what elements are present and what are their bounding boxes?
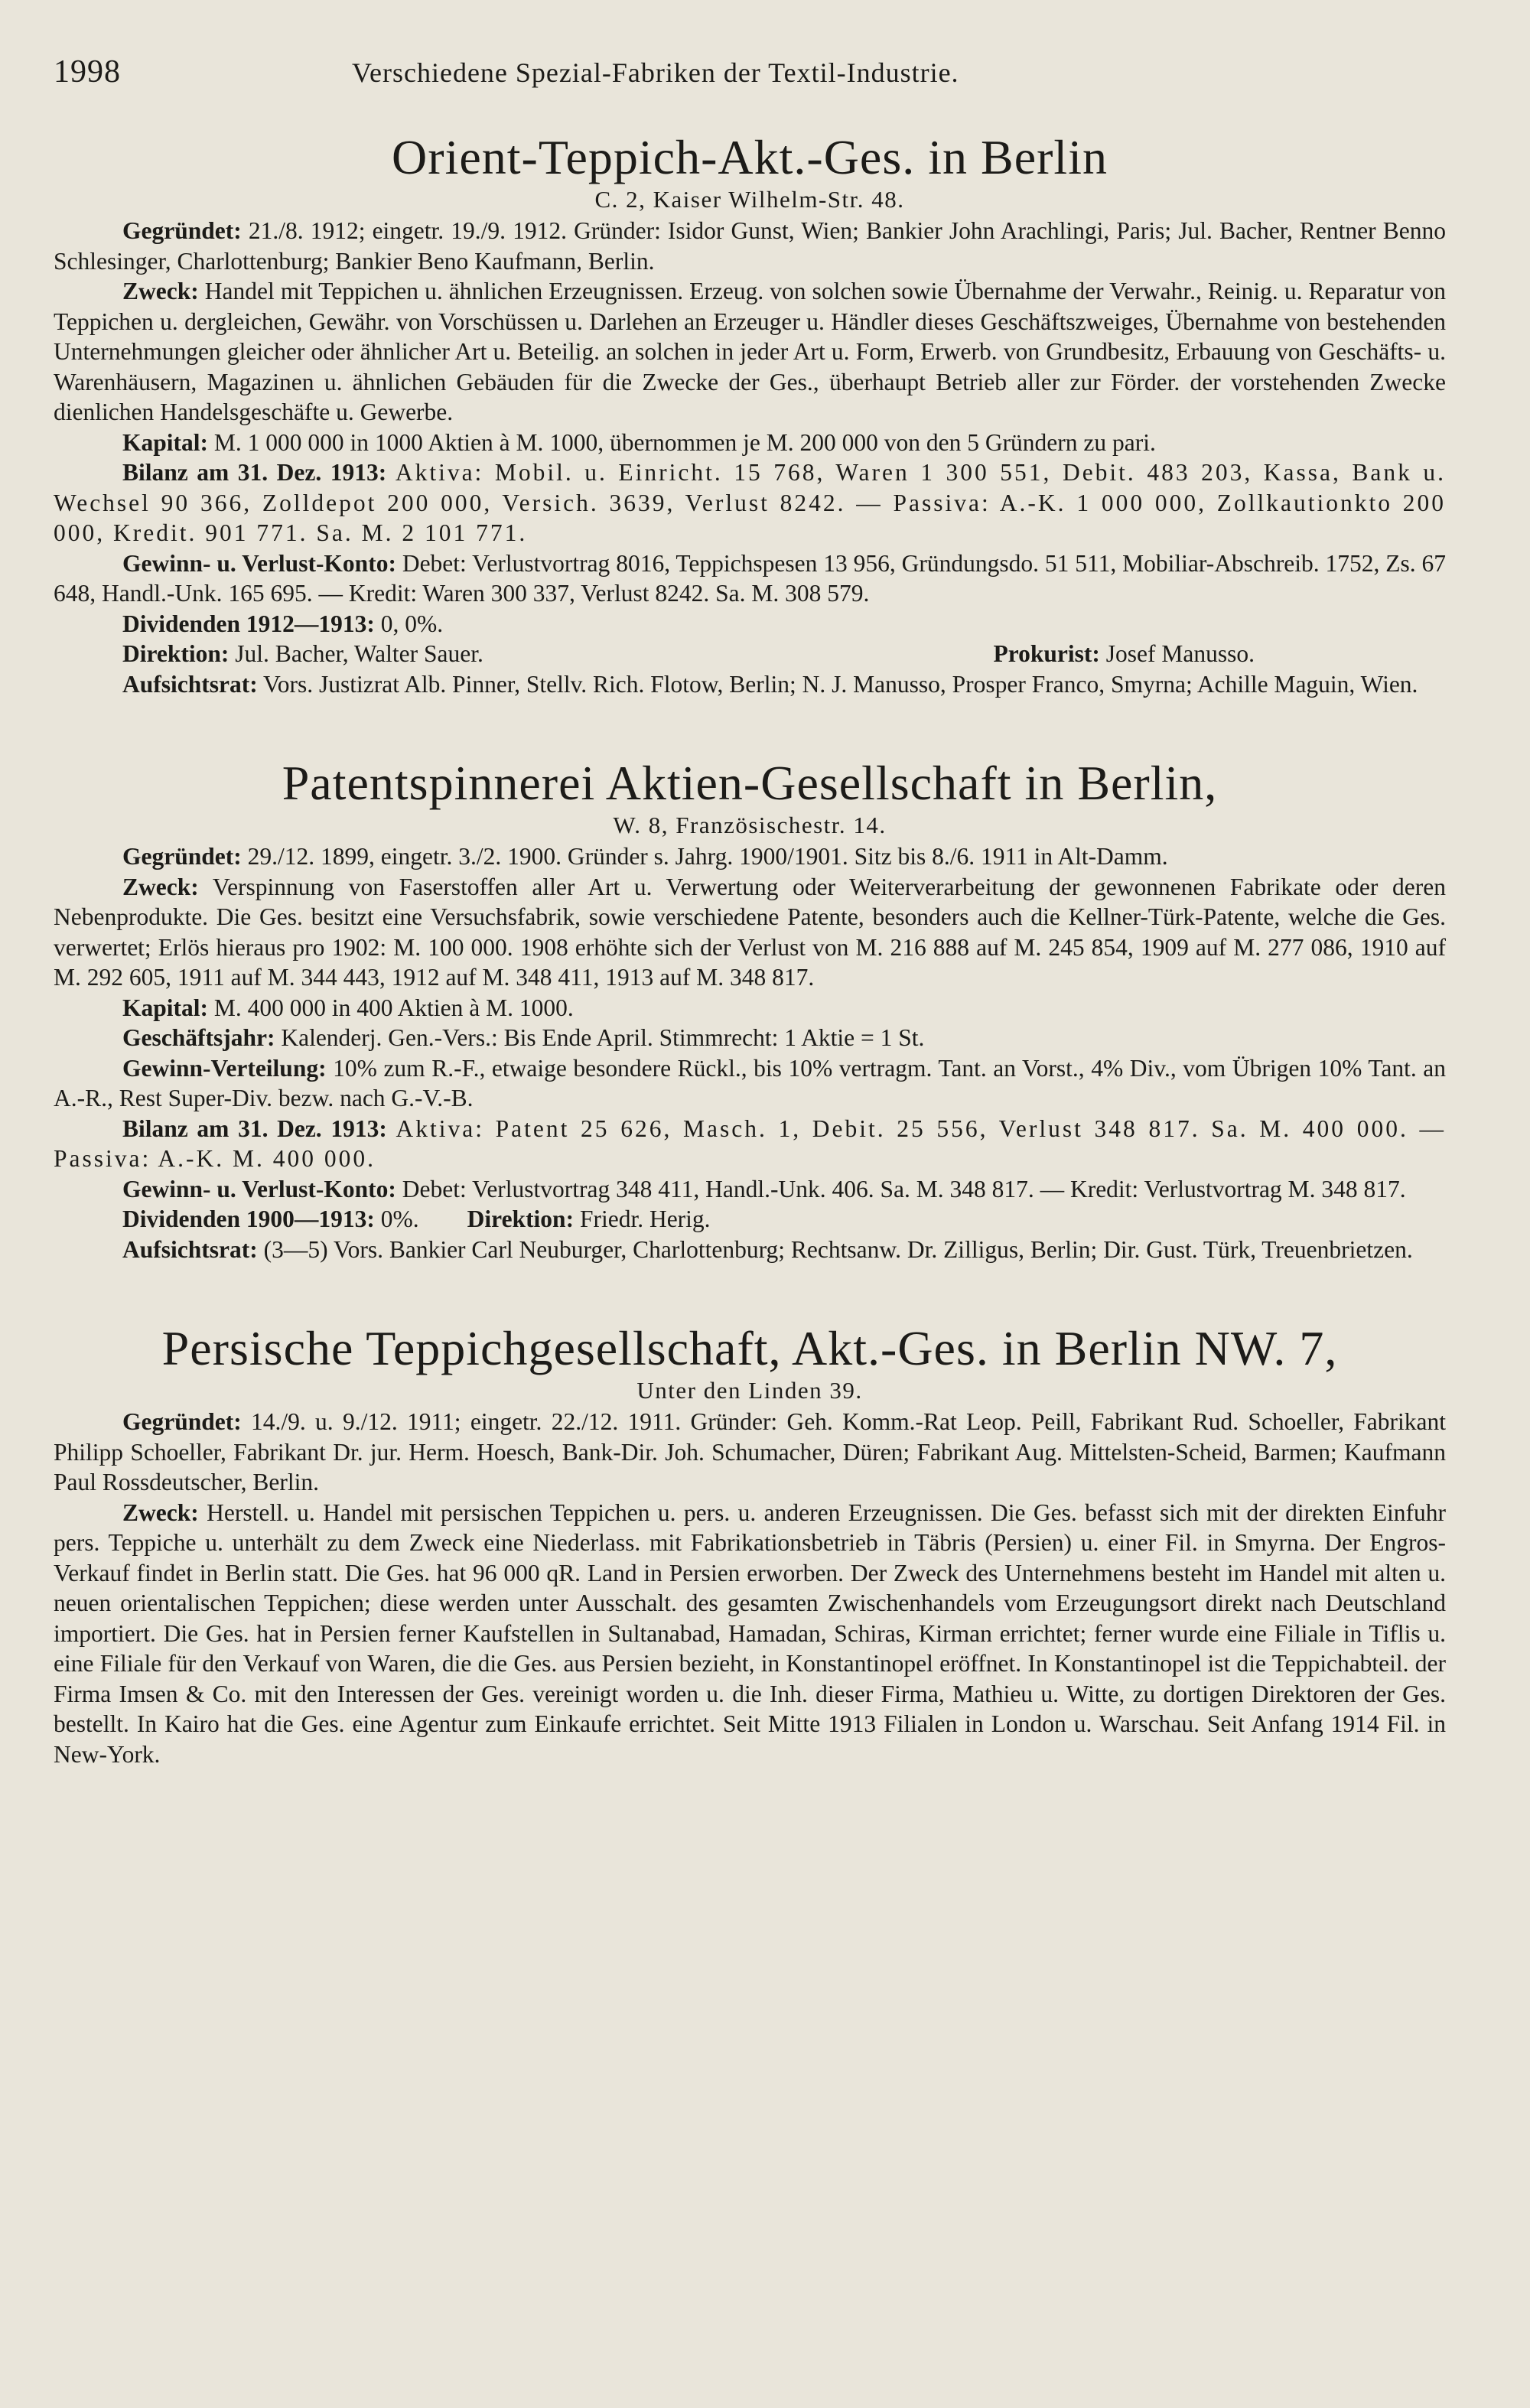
section-text: 0, 0%. [380,610,444,637]
section-bilanz [54,457,1446,548]
section-text: 10% zum R.-F., etwaige besondere Rückl., bis 10% vertragm. Tant. an Vorst., 4% Div., vom Übrigen 10% Tant. an A.-R., Rest Super-Div. bezw. nach G.-V.-B. [54,1054,1447,1111]
section-text: 0%. [380,1206,419,1232]
section-label: Gegründet: [122,1408,242,1435]
section-label: Bilanz am 31. Dez. 1913: [122,459,387,486]
section-label: Prokurist: [993,640,1100,667]
section-gewinn-verlust [54,548,1446,609]
section-aufsichtsrat [54,669,1446,700]
section-gegruendet [54,841,1446,872]
section-text: Jul. Bacher, Walter Sauer. [235,640,483,667]
section-text: Josef Manusso. [1105,640,1255,667]
entry-address: Unter den Linden 39. [636,1377,863,1404]
section-text: 21./8. 1912; eingetr. 19./9. 1912. Gründer: Isidor Gunst, Wien; Bankier John Arachlingi, Paris; Jul. Bacher, Rentner Benno Schlesinger, Charlottenburg; Bankier Beno Kaufmann, Berlin. [54,217,1446,275]
entry-address: W. 8, Französischestr. 14. [613,812,887,838]
section-text: (3—5) Vors. Bankier Carl Neuburger, Charlottenburg; Rechtsanw. Dr. Zilligus, Berlin; Dir. Gust. Türk, Treuenbrietzen. [263,1235,1413,1263]
section-gegruendet [54,1407,1446,1498]
company-entry-patentspinnerei [54,756,1446,1264]
entry-title: Patentspinnerei Aktien-Gesellschaft in Berlin, [282,756,1218,810]
section-direktion [122,639,483,669]
section-text: M. 1 000 000 in 1000 Aktien à M. 1000, übernommen je M. 200 000 von den 5 Gründern zu pari. [213,428,1156,456]
section-kapital [54,993,1446,1023]
section-text: Verspinnung von Faserstoffen aller Art u. Verwertung oder Weiterverarbeitung der gewonnenen Fabrikate oder deren Nebenprodukte. Die Ges. besitzt eine Versuchsfabrik, sowie verschiedene Patente, besonders auch die Kellner-Türk-Patente, welche die Ges. verwertet; Erlös hieraus pro 1902: M. 100 000. 1908 erhöhte sich der Verlust von M. 216 888 auf M. 245 854, 1909 auf M. 277 086, 1910 auf M. 292 605, 1911 auf M. 344 443, 1912 auf M. 348 411, 1913 auf M. 348 817. [54,873,1446,991]
section-text: Handel mit Teppichen u. ähnlichen Erzeugnissen. Erzeug. von solchen sowie Übernahme der Verwahr., Reinig. u. Reparatur von Teppichen u. dergleichen, Gewähr. von Vorschüssen u. Darlehen an Erzeuger u. Händler dieses Geschäftszweiges, Übernahme von bestehenden Unternehmungen gleicher oder ähnlicher Art u. Beteilig. an solchen in jeder Art u. Form, Erwerb. von Grundbesitz, Erbauung von Geschäfts- u. Warenhäusern, Magazinen u. ähnlichen Gebäuden für die Zwecke der Ges., überhaupt Betrieb aller zur Förder. der vorstehenden Zwecke dienlichen Handelsgeschäfte u. Gewerbe. [54,278,1446,425]
section-text: Aktiva: Mobil. u. Einricht. 15 768, Waren 1 300 551, Debit. 483 203, Kassa, Bank u. Wechsel 90 366, Zolldepot 200 000, Versich. 3639, Verlust 8242. — Passiva: A.-K. 1 000 000, Zollkautionkto 200 000, Kredit. 901 771. Sa. M. 2 101 771. [54,459,1447,546]
section-label: Zweck: [122,873,199,900]
section-dividenden-direktion [54,1204,1446,1235]
running-head [54,54,1446,99]
section-text: 29./12. 1899, eingetr. 3./2. 1900. Gründer s. Jahrg. 1900/1901. Sitz bis 8./6. 1911 in Alt-Damm. [247,843,1168,870]
section-label: Zweck: [122,278,199,304]
entry-title: Orient-Teppich-Akt.-Ges. in Berlin [392,130,1108,184]
section-text: Kalenderj. Gen.-Vers.: Bis Ende April. Stimmrecht: 1 Aktie = 1 St. [281,1024,925,1051]
page-number: 1998 [54,54,121,89]
section-text: 14./9. u. 9./12. 1911; eingetr. 22./12. 1911. Gründer: Geh. Komm.-Rat Leop. Peill, Fabrikant Rud. Schoeller, Fabrikant Philipp Schoeller, Fabrikant Dr. jur. Herm. Hoesch, Bank-Dir. Joh. Schumacher, Düren; Fabrikant Aug. Mittelsten-Scheid, Barmen; Kaufmann Paul Rossdeutscher, Berlin. [54,1408,1446,1495]
section-label: Dividenden 1912—1913: [122,610,375,637]
running-title: Verschiedene Spezial-Fabriken der Textil-Industrie. [352,57,959,88]
section-gegruendet [54,216,1446,276]
section-label: Zweck: [122,1498,199,1526]
section-label: Bilanz am 31. Dez. 1913: [122,1115,387,1142]
section-gewinn-verlust [54,1174,1446,1205]
section-label: Kapital: [122,428,209,456]
section-label: Gewinn- u. Verlust-Konto: [122,549,396,577]
section-prokurist [993,639,1255,669]
section-kapital [54,428,1446,458]
direktion-prokurist-row [54,639,1446,669]
section-label: Dividenden 1900—1913: [122,1206,375,1232]
section-zweck [54,1498,1446,1770]
section-label: Direktion: [467,1206,575,1232]
section-text: Friedr. Herig. [579,1206,711,1232]
section-label: Geschäftsjahr: [122,1024,275,1051]
section-dividenden [54,609,1446,639]
section-label: Gewinn- u. Verlust-Konto: [122,1175,396,1202]
document-page [54,54,1446,1769]
section-gewinn-verteilung [54,1053,1446,1114]
entry-title: Persische Teppichgesellschaft, Akt.-Ges. in Berlin NW. 7, [161,1321,1338,1375]
section-geschaeftsjahr [54,1023,1446,1053]
section-text: M. 400 000 in 400 Aktien à M. 1000. [213,994,574,1021]
section-aufsichtsrat [54,1235,1446,1265]
section-label: Direktion: [122,640,230,667]
section-label: Gegründet: [122,217,242,244]
section-zweck [54,872,1446,993]
section-text: Herstell. u. Handel mit persischen Teppichen u. pers. u. anderen Erzeugnissen. Die Ges. befasst sich mit der direkten Einfuhr pers. Teppiche u. unterhält zu dem Zweck eine Niederlass. mit Fabrikationsbetrieb in Täbris (Persien) u. einer Fil. in Smyrna. Der Engros-Verkauf findet in Berlin statt. Die Ges. hat 96 000 qR. Land in Persien erworben. Der Zweck des Unternehmens besteht im Handel mit alten u. neuen orientalischen Teppichen; diese werden unter Ausschalt. des gesamten Zwischenhandels vom Erzeugungsort direkt nach Deutschland importiert. Die Ges. hat in Persien ferner Kaufstellen in Sultanabad, Hamadan, Schiras, Kirman errichtet; ferner wurde eine Filiale in Tiflis u. eine Filiale für den Verkauf von Waren, die die Ges. aus Persien bezieht, in Konstantinopel eröffnet. In Konstantinopel ist die Teppichabteil. der Firma Imsen & Co. mit den Interessen der Ges. vereinigt worden u. die Inh. dieser Firma, Mathieu u. Witte, zu dortigen Direktoren der Ges. bestellt. In Kairo hat die Ges. eine Agentur zum Einkaufe errichtet. Seit Mitte 1913 Filialen in London u. Warschau. Seit Anfang 1914 Fil. in New-York. [54,1498,1446,1768]
section-text: Debet: Verlustvortrag 348 411, Handl.-Unk. 406. Sa. M. 348 817. — Kredit: Verlustvortrag M. 348 817. [402,1175,1406,1202]
company-entry-persische-teppich [54,1321,1446,1769]
section-label: Gegründet: [122,843,242,870]
section-zweck [54,276,1446,428]
company-entry-orient-teppich [54,130,1446,699]
section-label: Gewinn-Verteilung: [122,1054,327,1082]
section-text: Aktiva: Patent 25 626, Masch. 1, Debit. 25 556, Verlust 348 817. Sa. M. 400 000. — Passiva: A.-K. M. 400 000. [54,1115,1446,1172]
entry-address: C. 2, Kaiser Wilhelm-Str. 48. [594,186,905,213]
section-text: Vors. Justizrat Alb. Pinner, Stellv. Rich. Flotow, Berlin; N. J. Manusso, Prosper Franco, Smyrna; Achille Maguin, Wien. [263,670,1418,698]
section-label: Aufsichtsrat: [122,1235,258,1263]
section-label: Kapital: [122,994,209,1021]
section-bilanz [54,1114,1446,1174]
section-label: Aufsichtsrat: [122,670,258,698]
section-text: Debet: Verlustvortrag 8016, Teppichspesen 13 956, Gründungsdo. 51 511, Mobiliar-Abschreib. 1752, Zs. 67 648, Handl.-Unk. 165 695. — Kredit: Waren 300 337, Verlust 8242. Sa. M. 308 579. [54,549,1446,607]
